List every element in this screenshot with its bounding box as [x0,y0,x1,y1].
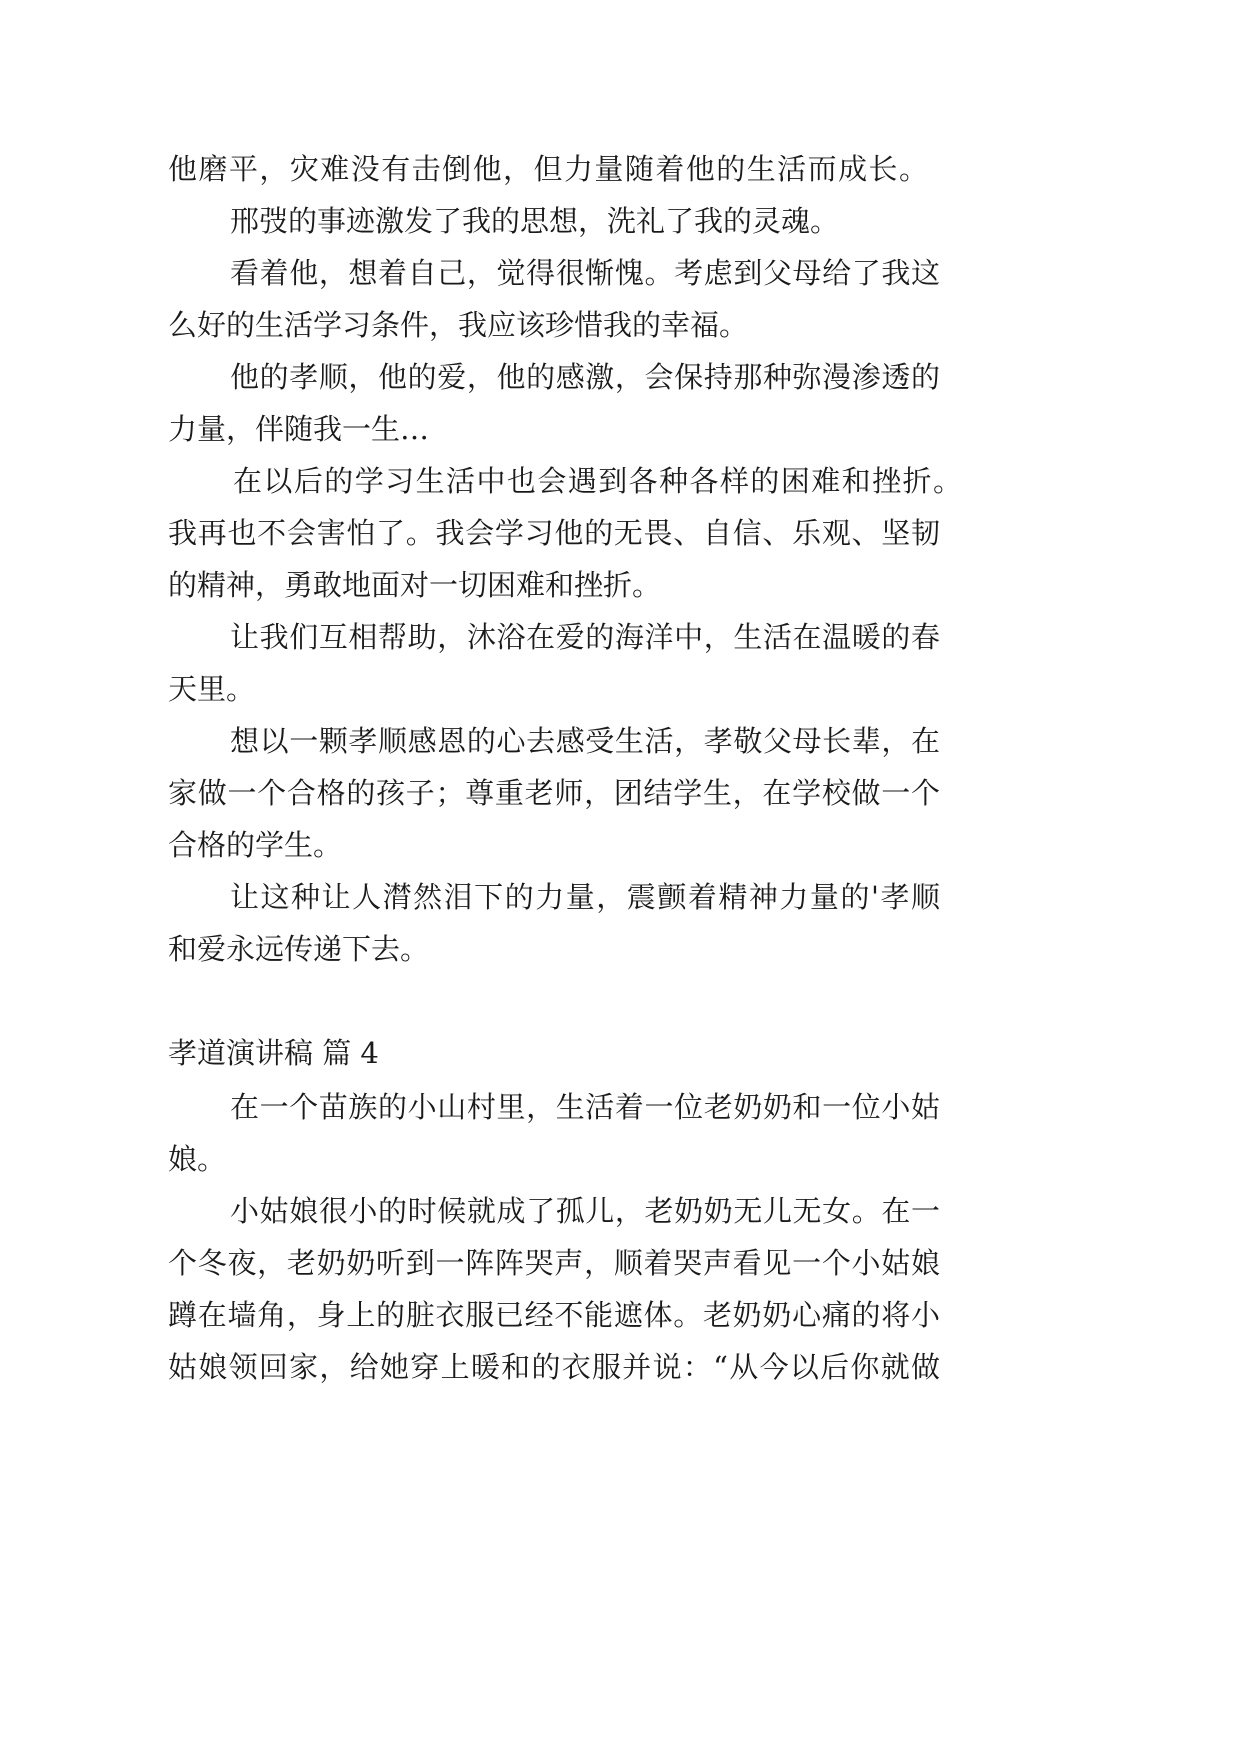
text-line: 看着他，想着自己，觉得很惭愧。考虑到父母给了我这 [230,256,940,290]
text-line: 娘。 [168,1142,227,1176]
text-line: 邢弢的事迹激发了我的思想，洗礼了我的灵魂。 [230,204,840,238]
text-line: 他的孝顺，他的爱，他的感激，会保持那种弥漫渗透的 [230,360,940,394]
text-line: 合格的学生。 [168,828,343,862]
text-line: 天里。 [168,672,256,706]
text-line: 么好的生活学习条件，我应该珍惜我的幸福。 [168,308,749,342]
text-line: 和爱永远传递下去。 [168,932,430,966]
text-line: 个冬夜，老奶奶听到一阵阵哭声，顺着哭声看见一个小姑娘 [168,1246,940,1280]
text-line: 小姑娘很小的时候就成了孤儿，老奶奶无儿无女。在一 [230,1194,940,1228]
text-line: 力量，伴随我一生… [168,412,430,446]
section-heading: 孝道演讲稿 篇 4 [168,1036,379,1070]
text-line: 在一个苗族的小山村里，生活着一位老奶奶和一位小姑 [230,1090,940,1124]
text-line: 在以后的学习生活中也会遇到各种各样的困难和挫折。 [233,464,962,498]
text-line: 家做一个合格的孩子；尊重老师，团结学生，在学校做一个 [168,776,940,810]
text-line: 他磨平，灾难没有击倒他，但力量随着他的生活而成长。 [168,152,928,186]
text-line: 让我们互相帮助，沐浴在爱的海洋中，生活在温暖的春 [230,620,940,654]
text-line: 让这种让人潸然泪下的力量，震颤着精神力量的'孝顺 [230,880,940,914]
text-line: 的精神，勇敢地面对一切困难和挫折。 [168,568,662,602]
text-line: 我再也不会害怕了。我会学习他的无畏、自信、乐观、坚韧 [168,516,940,550]
text-line: 想以一颗孝顺感恩的心去感受生活，孝敬父母长辈，在 [230,724,940,758]
text-line: 姑娘领回家，给她穿上暖和的衣服并说：“从今以后你就做 [168,1350,940,1384]
text-line: 蹲在墙角，身上的脏衣服已经不能遮体。老奶奶心痛的将小 [168,1298,940,1332]
